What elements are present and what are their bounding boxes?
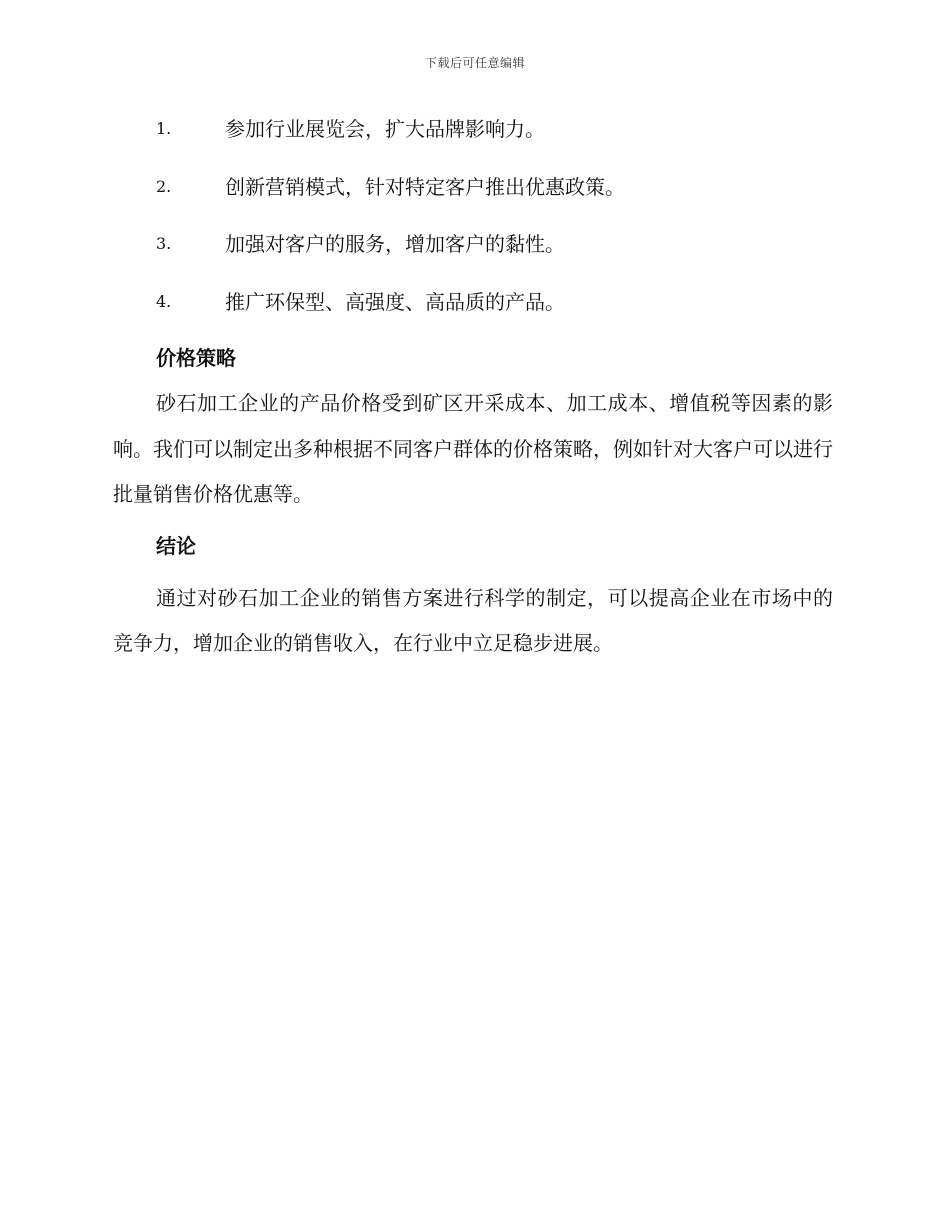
list-text: 参加行业展览会，扩大品牌影响力。: [225, 117, 545, 141]
list-text: 加强对客户的服务，增加客户的黏性。: [225, 232, 565, 256]
list-number: 3.: [156, 234, 172, 253]
pricing-paragraph: 砂石加工企业的产品价格受到矿区开采成本、加工成本、增值税等因素的影响。我们可以制定出多种根据不同客户群体的价格策略，例如针对大客户可以进行批量销售价格优惠等。: [113, 391, 833, 506]
list-text: 推广环保型、高强度、高品质的产品。: [225, 289, 565, 314]
list-item: [113, 225, 833, 263]
document-body: [113, 110, 833, 667]
conclusion-paragraph: 通过对砂石加工企业的销售方案进行科学的制定，可以提高企业在市场中的竞争力，增加企业的销售收入，在行业中立足稳步进展。: [113, 585, 833, 655]
section-heading-pricing: 价格策略: [156, 346, 236, 370]
list-item: [113, 110, 833, 148]
list-number: 1.: [156, 119, 172, 138]
list-number: 4.: [156, 291, 172, 311]
list-number: 2.: [156, 176, 172, 196]
header-note: 下载后可任意编辑: [424, 56, 525, 70]
list-item: [113, 283, 833, 321]
list-text: 创新营销模式，针对特定客户推出优惠政策。: [225, 174, 625, 199]
list-item: [113, 168, 833, 206]
section-heading-conclusion: 结论: [156, 533, 196, 558]
